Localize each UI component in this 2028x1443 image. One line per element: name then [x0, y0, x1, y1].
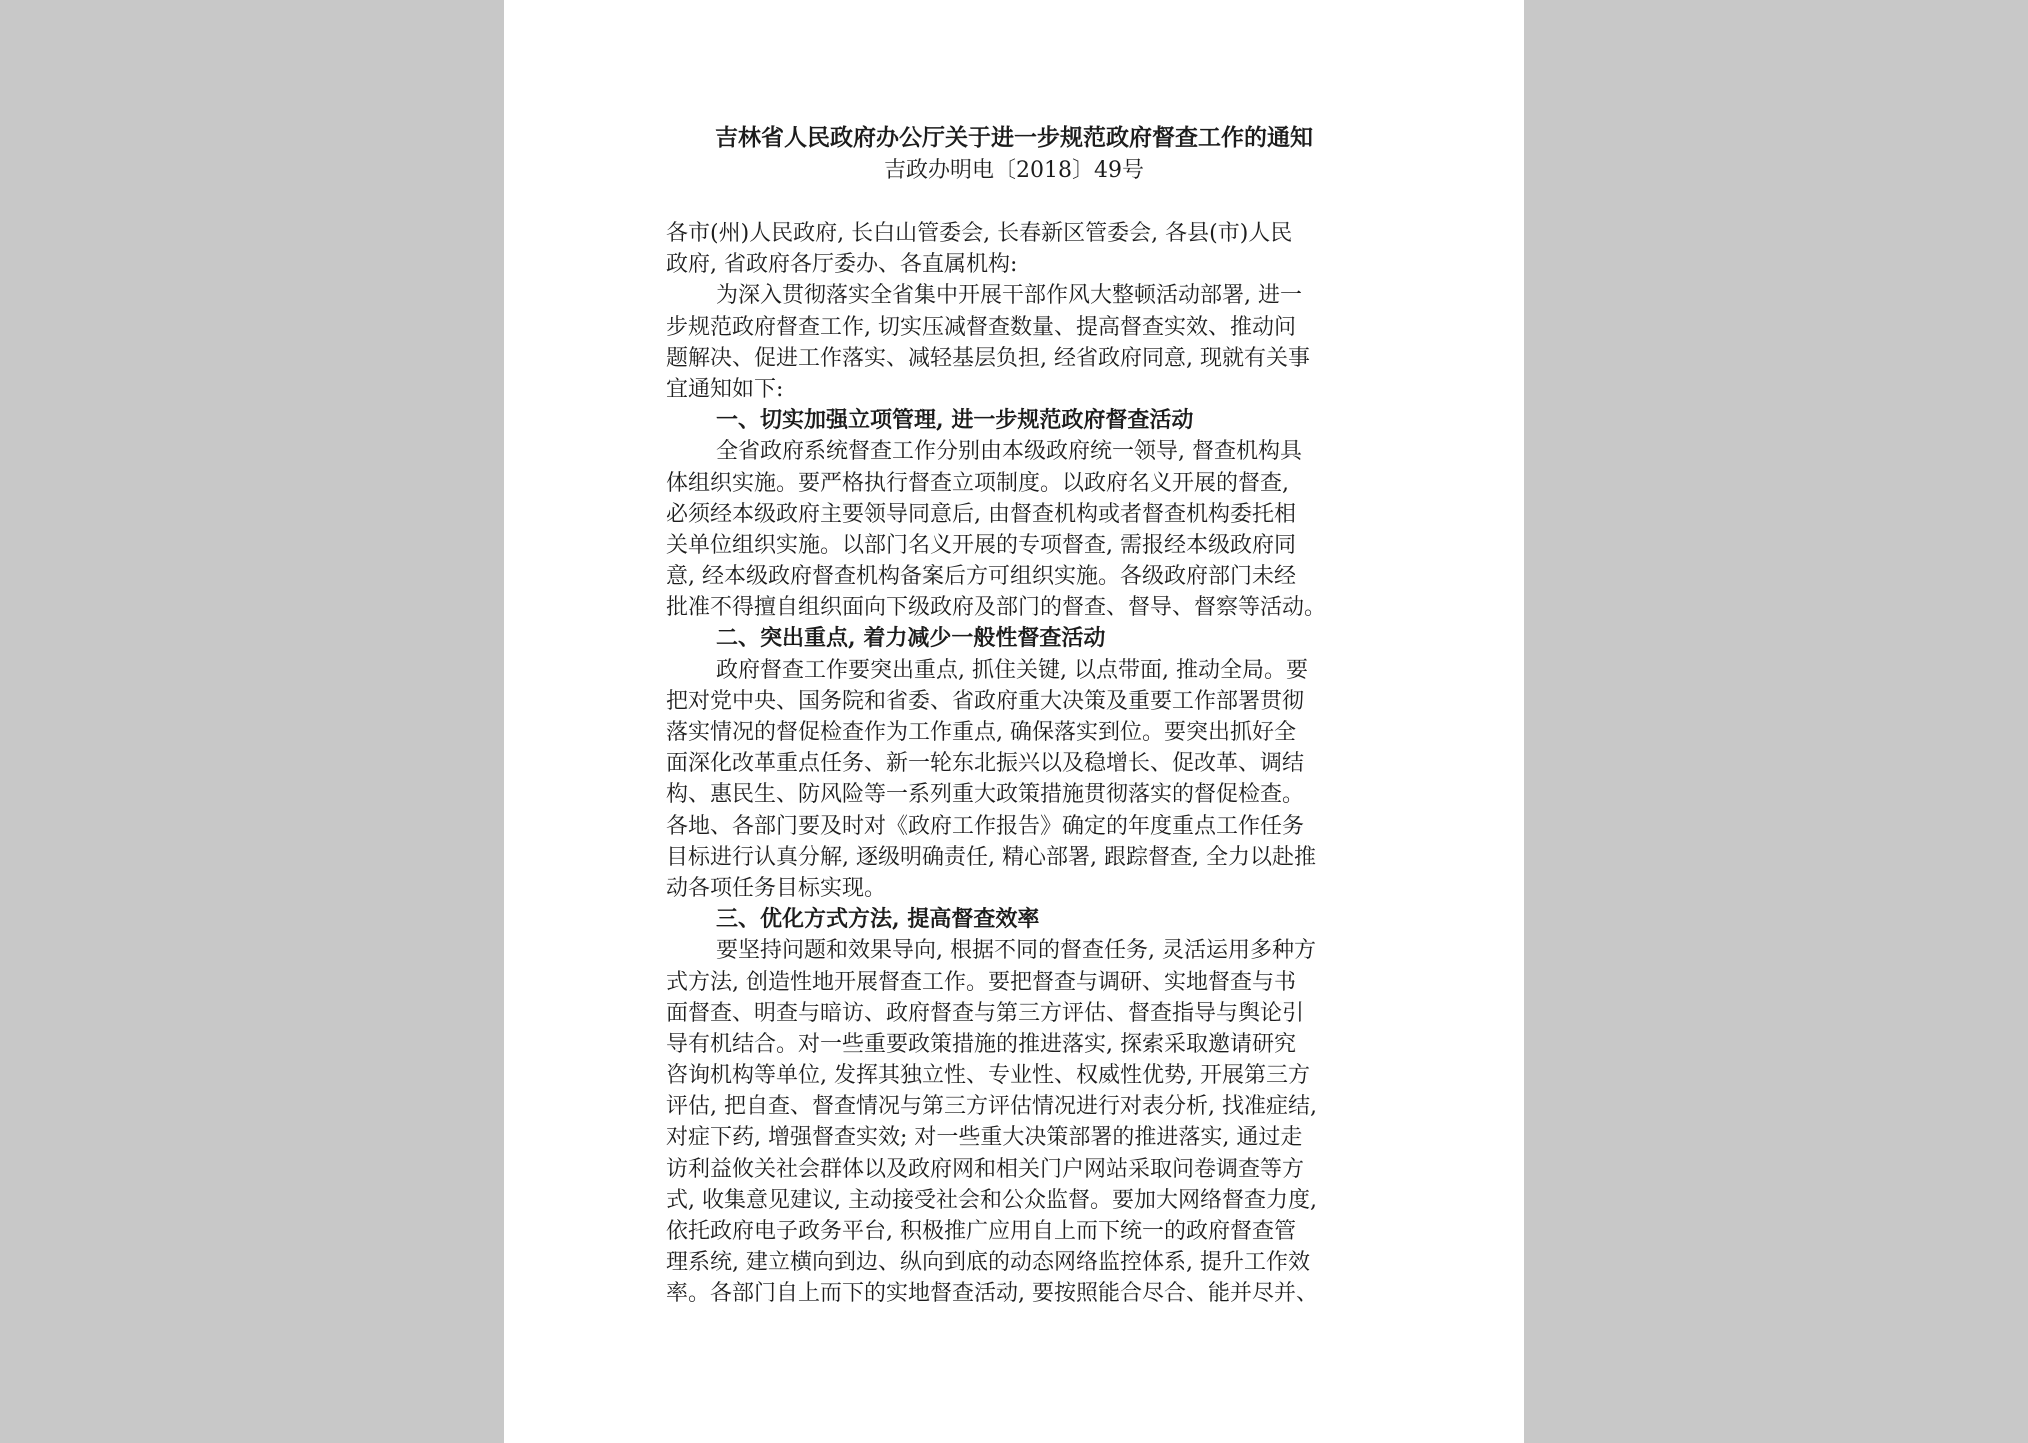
text-line: 必须经本级政府主要领导同意后, 由督查机构或者督查机构委托相 [666, 501, 1296, 527]
text-line: 政府, 省政府各厅委办、各直属机构: [666, 252, 1018, 278]
document-title: 吉林省人民政府办公厅关于进一步规范政府督查工作的通知 [715, 124, 1313, 151]
document-page [504, 0, 1524, 1443]
text-line: 各市(州)人民政府, 长白山管委会, 长春新区管委会, 各县(市)人民 [666, 221, 1293, 246]
text-line: 面督查、明查与暗访、政府督查与第三方评估、督查指导与舆论引 [666, 1000, 1305, 1026]
document-number: 吉政办明电〔2018〕49号 [884, 158, 1144, 183]
section-heading: 三、优化方式方法, 提高督查效率 [716, 906, 1040, 933]
text-line: 构、惠民生、防风险等一系列重大政策措施贯彻落实的督促检查。 [666, 782, 1305, 808]
text-line: 题解决、促进工作落实、减轻基层负担, 经省政府同意, 现就有关事 [666, 345, 1310, 371]
text-line: 对症下药, 增强督查实效; 对一些重大决策部署的推进落实, 通过走 [666, 1125, 1303, 1151]
text-line: 率。各部门自上而下的实地督查活动, 要按照能合尽合、能并尽并、 [666, 1281, 1318, 1307]
text-line: 把对党中央、国务院和省委、省政府重大决策及重要工作部署贯彻 [666, 688, 1305, 714]
text-line: 理系统, 建立横向到边、纵向到底的动态网络监控体系, 提升工作效 [666, 1250, 1310, 1276]
text-line: 步规范政府督查工作, 切实压减督查数量、提高督查实效、推动问 [666, 314, 1296, 340]
text-line: 批准不得擅自组织面向下级政府及部门的督查、督导、督察等活动。 [666, 595, 1327, 621]
text-line: 为深入贯彻落实全省集中开展干部作风大整顿活动部署, 进一 [716, 283, 1302, 309]
text-line: 访利益攸关社会群体以及政府网和相关门户网站采取问卷调查等方 [666, 1156, 1305, 1182]
text-line: 体组织实施。要严格执行督查立项制度。以政府名义开展的督查, [666, 470, 1289, 496]
text-line: 意, 经本级政府督查机构备案后方可组织实施。各级政府部门未经 [666, 564, 1296, 590]
text-line: 式, 收集意见建议, 主动接受社会和公众监督。要加大网络督查力度, [666, 1187, 1317, 1213]
section-heading: 一、切实加强立项管理, 进一步规范政府督查活动 [716, 407, 1194, 434]
text-line: 导有机结合。对一些重要政策措施的推进落实, 探索采取邀请研究 [666, 1031, 1296, 1057]
text-line: 全省政府系统督查工作分别由本级政府统一领导, 督查机构具 [716, 439, 1302, 465]
text-line: 咨询机构等单位, 发挥其独立性、专业性、权威性优势, 开展第三方 [666, 1063, 1310, 1089]
document-body [666, 218, 1366, 1310]
text-line: 动各项任务目标实现。 [666, 875, 887, 901]
text-line: 评估, 把自查、督查情况与第三方评估情况进行对表分析, 找准症结, [666, 1094, 1317, 1120]
text-line: 政府督查工作要突出重点, 抓住关键, 以点带面, 推动全局。要 [716, 657, 1308, 683]
text-line: 宜通知如下: [666, 376, 784, 402]
section-heading: 二、突出重点, 着力减少一般性督查活动 [716, 625, 1106, 652]
text-line: 式方法, 创造性地开展督查工作。要把督查与调研、实地督查与书 [666, 969, 1296, 995]
text-line: 面深化改革重点任务、新一轮东北振兴以及稳增长、促改革、调结 [666, 751, 1305, 777]
text-line: 落实情况的督促检查作为工作重点, 确保落实到位。要突出抓好全 [666, 720, 1296, 745]
text-line: 各地、各部门要及时对《政府工作报告》确定的年度重点工作任务 [666, 813, 1305, 839]
text-line: 目标进行认真分解, 逐级明确责任, 精心部署, 跟踪督查, 全力以赴推 [666, 844, 1316, 870]
text-line: 依托政府电子政务平台, 积极推广应用自上而下统一的政府督查管 [666, 1219, 1296, 1244]
text-line: 要坚持问题和效果导向, 根据不同的督查任务, 灵活运用多种方 [716, 938, 1316, 964]
text-line: 关单位组织实施。以部门名义开展的专项督查, 需报经本级政府同 [666, 532, 1296, 558]
